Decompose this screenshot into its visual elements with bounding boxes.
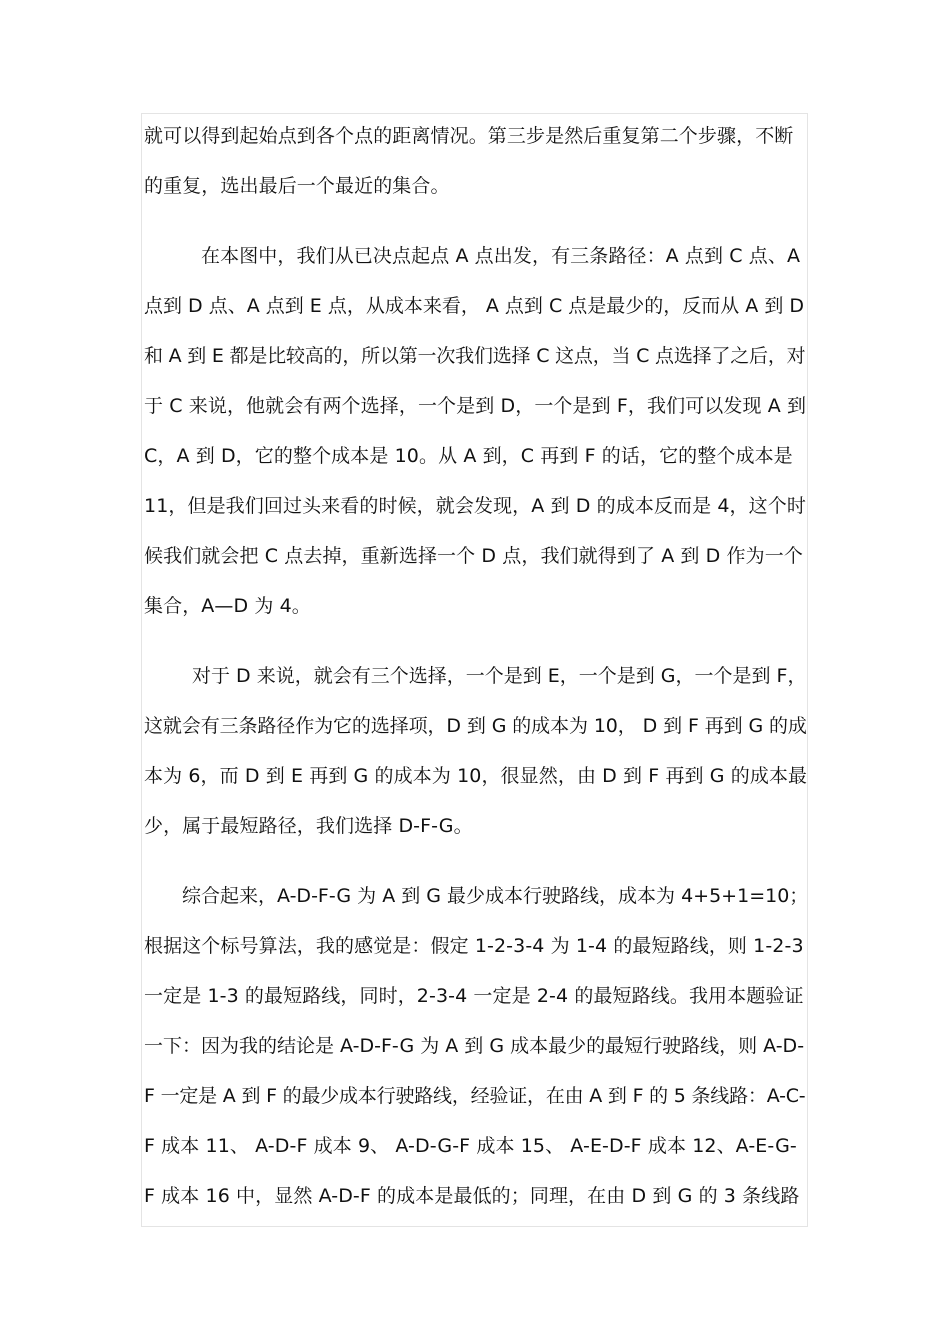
- text-line: 综合起来，A-D-F-G 为 A 到 G 最少成本行驶路线，成本为 4+5+1=10；: [182, 885, 809, 907]
- text-line: 少，属于最短路径，我们选择 D-F-G。: [144, 815, 473, 837]
- text-line: 集合，A—D 为 4。: [144, 595, 311, 617]
- text-line: 就可以得到起始点到各个点的距离情况。第三步是然后重复第二个步骤，不断: [144, 125, 794, 147]
- paragraph-1: [144, 111, 808, 211]
- paragraph-4: [144, 871, 808, 1221]
- text-line: F 成本 16 中，显然 A-D-F 的成本是最低的；同理，在由 D 到 G 的 3 条线路: [144, 1185, 800, 1207]
- text-line: 一定是 1-3 的最短路线，同时，2-3-4 一定是 2-4 的最短路线。我用本题验证: [144, 985, 804, 1007]
- text-line: F 一定是 A 到 F 的最少成本行驶路线，经验证，在由 A 到 F 的 5 条线路：A-C-: [144, 1085, 806, 1107]
- text-line: C，A 到 D，它的整个成本是 10。从 A 到，C 再到 F 的话，它的整个成本是: [144, 445, 793, 467]
- text-line: 点到 D 点、A 点到 E 点，从成本来看， A 点到 C 点是最少的，反而从 A 到 D: [144, 295, 805, 317]
- text-line: 本为 6，而 D 到 E 再到 G 的成本为 10，很显然，由 D 到 F 再到 G 的成本最: [144, 765, 808, 787]
- text-line: 11，但是我们回过头来看的时候，就会发现，A 到 D 的成本反而是 4，这个时: [144, 495, 806, 517]
- paragraph-2: [144, 231, 808, 631]
- text-line: 根据这个标号算法，我的感觉是：假定 1-2-3-4 为 1-4 的最短路线，则 1-2-3: [144, 935, 804, 957]
- text-line: 一下：因为我的结论是 A-D-F-G 为 A 到 G 成本最少的最短行驶路线，则 A-D-: [144, 1035, 805, 1057]
- text-line: 的重复，选出最后一个最近的集合。: [144, 175, 450, 197]
- text-line: F 成本 11、 A-D-F 成本 9、 A-D-G-F 成本 15、 A-E-D-F 成本 12、A-E-G-: [144, 1135, 797, 1157]
- text-line: 候我们就会把 C 点去掉，重新选择一个 D 点，我们就得到了 A 到 D 作为一个: [144, 545, 803, 567]
- paragraph-3: [144, 651, 808, 851]
- text-line: 于 C 来说，他就会有两个选择，一个是到 D，一个是到 F，我们可以发现 A 到: [144, 395, 807, 417]
- text-line: 这就会有三条路径作为它的选择项，D 到 G 的成本为 10， D 到 F 再到 G 的成: [144, 715, 807, 737]
- document-body: [144, 111, 808, 1221]
- text-line: 在本图中，我们从已决点起点 A 点出发，有三条路径：A 点到 C 点、A: [201, 245, 801, 267]
- text-line: 对于 D 来说，就会有三个选择，一个是到 E，一个是到 G，一个是到 F，: [192, 665, 807, 687]
- text-line: 和 A 到 E 都是比较高的，所以第一次我们选择 C 这点，当 C 点选择了之后，对: [144, 345, 806, 367]
